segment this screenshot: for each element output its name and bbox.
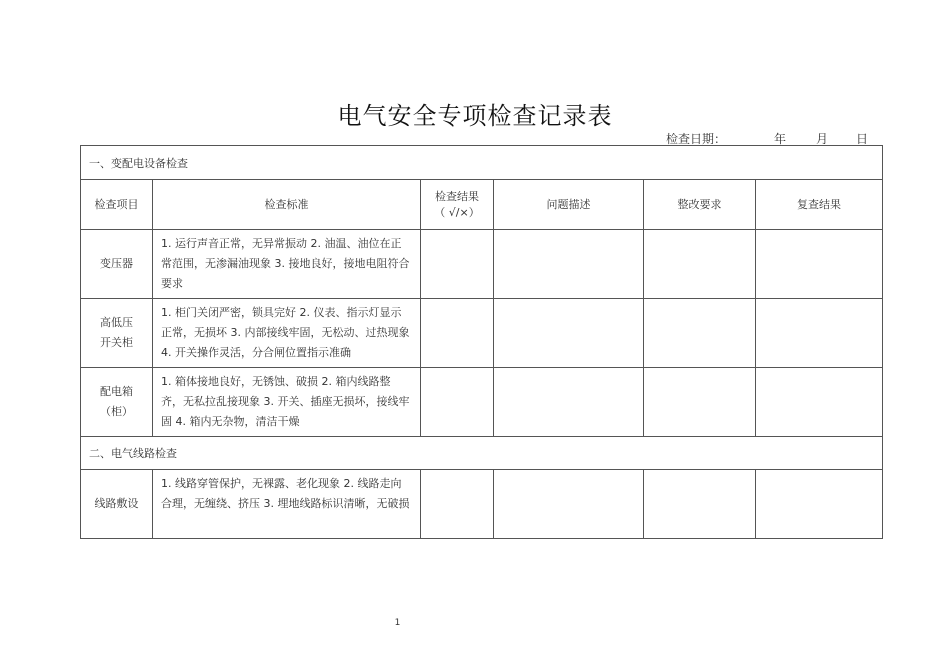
item-name: 线路敷设 [94, 497, 139, 510]
item-cell [81, 470, 153, 539]
section-heading: 一、变配电设备检查 [81, 146, 883, 180]
problem-cell[interactable] [494, 470, 644, 539]
item-name-line2: 开关柜 [100, 336, 133, 349]
page-number: 1 [394, 618, 401, 628]
header-result [421, 180, 494, 230]
item-name: 高低压 [100, 316, 133, 329]
rectification-cell[interactable] [644, 299, 756, 368]
recheck-cell[interactable] [756, 368, 883, 437]
result-cell[interactable] [421, 230, 494, 299]
table-row [81, 368, 883, 437]
date-month-label: 月 [816, 132, 829, 146]
item-cell [81, 230, 153, 299]
item-cell [81, 299, 153, 368]
date-day-label: 日 [856, 132, 869, 146]
header-rectification: 整改要求 [644, 180, 756, 230]
table-row [81, 299, 883, 368]
item-cell [81, 368, 153, 437]
standard-cell: 1. 线路穿管保护，无裸露、老化现象 2. 线路走向合理，无缠绕、挤压 3. 埋地线路标识清晰，无破损 [153, 470, 421, 539]
section-heading: 二、电气线路检查 [81, 437, 883, 470]
page-title: 电气安全专项检查记录表 [337, 102, 613, 130]
standard-cell: 1. 运行声音正常，无异常振动 2. 油温、油位在正常范围，无渗漏油现象 3. 接地良好，接地电阻符合要求 [153, 230, 421, 299]
section-row [81, 437, 883, 470]
item-name: 变压器 [100, 257, 133, 270]
table-row [81, 230, 883, 299]
item-name: 配电箱 [100, 385, 133, 398]
recheck-cell[interactable] [756, 470, 883, 539]
result-cell[interactable] [421, 368, 494, 437]
recheck-cell[interactable] [756, 299, 883, 368]
result-cell[interactable] [421, 470, 494, 539]
rectification-cell[interactable] [644, 470, 756, 539]
header-standard: 检查标准 [153, 180, 421, 230]
table-row [81, 470, 883, 539]
header-problem: 问题描述 [494, 180, 644, 230]
header-item: 检查项目 [81, 180, 153, 230]
standard-cell: 1. 柜门关闭严密，锁具完好 2. 仪表、指示灯显示正常，无损坏 3. 内部接线牢固，无松动、过热现象 4. 开关操作灵活，分合闸位置指示准确 [153, 299, 421, 368]
header-recheck: 复查结果 [756, 180, 883, 230]
recheck-cell[interactable] [756, 230, 883, 299]
header-row [81, 180, 883, 230]
date-year-label: 年 [774, 132, 787, 146]
inspection-table [80, 145, 883, 539]
section-row [81, 146, 883, 180]
item-name-line2: （柜） [100, 405, 133, 418]
problem-cell[interactable] [494, 299, 644, 368]
problem-cell[interactable] [494, 230, 644, 299]
result-cell[interactable] [421, 299, 494, 368]
rectification-cell[interactable] [644, 368, 756, 437]
header-result-mark: （ √/×） [434, 205, 480, 219]
header-result-label: 检查结果 [435, 189, 479, 203]
problem-cell[interactable] [494, 368, 644, 437]
rectification-cell[interactable] [644, 230, 756, 299]
date-label: 检查日期： [666, 132, 727, 146]
standard-cell: 1. 箱体接地良好，无锈蚀、破损 2. 箱内线路整齐，无私拉乱接现象 3. 开关、插座无损坏，接线牢固 4. 箱内无杂物，清洁干燥 [153, 368, 421, 437]
